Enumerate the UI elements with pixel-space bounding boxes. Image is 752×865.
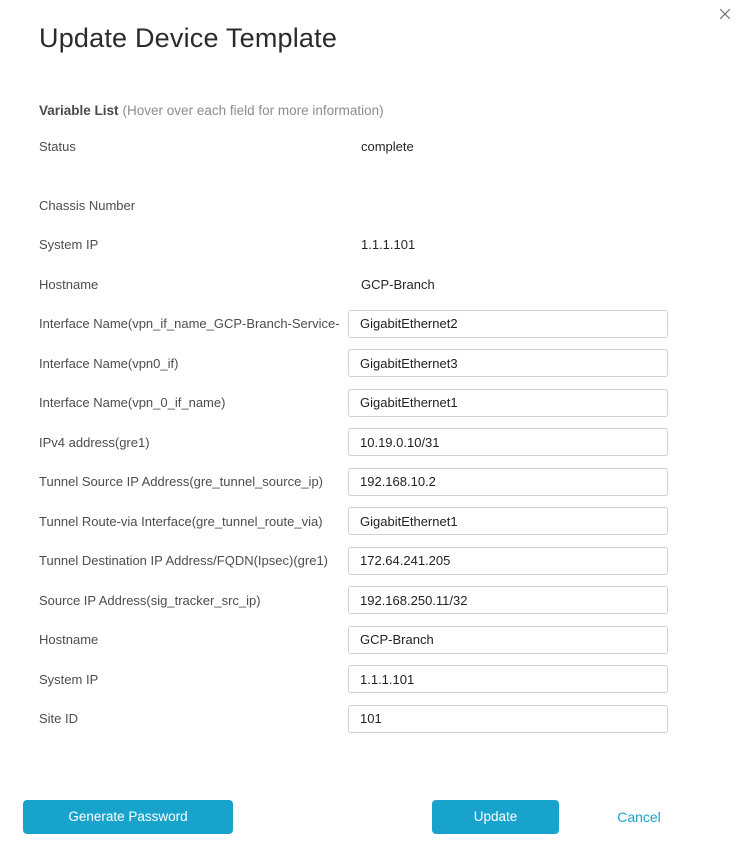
interface-name-vpn-0-if-name-input[interactable] [348, 389, 668, 417]
site-id-input[interactable] [348, 705, 668, 733]
dialog-footer [0, 800, 752, 834]
field-label: Status [39, 139, 76, 155]
field-row-system-ip [0, 660, 752, 700]
hostname-value: GCP-Branch [361, 276, 435, 292]
field-row-status [0, 127, 752, 167]
field-row-interface-name-vpn-0-if-name [0, 383, 752, 423]
variable-list [0, 127, 752, 739]
field-row-chassis-number [0, 186, 752, 226]
field-row-interface-name-service [0, 304, 752, 344]
hostname-input[interactable] [348, 626, 668, 654]
variable-list-heading [39, 103, 752, 119]
field-label: IPv4 address(gre1) [39, 434, 150, 450]
field-row-hostname-static [0, 265, 752, 305]
field-label: Interface Name(vpn_0_if_name) [39, 395, 226, 411]
field-label: Hostname [39, 632, 99, 648]
page-title: Update Device Template [39, 23, 338, 53]
source-ip-tracker-input[interactable] [348, 586, 668, 614]
variable-list-label: Variable List [39, 103, 119, 118]
cancel-button[interactable]: Cancel [604, 800, 674, 834]
field-label: Tunnel Source IP Address(gre_tunnel_source_ip) [39, 474, 324, 490]
field-row-ipv4-address-gre1 [0, 423, 752, 463]
variable-list-hint: (Hover over each field for more information) [122, 103, 384, 118]
system-ip-value: 1.1.1.101 [361, 237, 416, 253]
field-row-tunnel-route-via [0, 502, 752, 542]
field-row-hostname [0, 620, 752, 660]
update-button[interactable]: Update [432, 800, 559, 834]
field-label: Source IP Address(sig_tracker_src_ip) [39, 592, 261, 608]
field-label: Hostname [39, 276, 99, 292]
field-label: System IP [39, 671, 99, 687]
field-row-source-ip-tracker [0, 581, 752, 621]
field-row-site-id [0, 699, 752, 739]
field-label: Interface Name(vpn0_if) [39, 355, 179, 371]
close-icon[interactable] [717, 6, 733, 22]
ipv4-address-gre1-input[interactable] [348, 428, 668, 456]
generate-password-button[interactable]: Generate Password [23, 800, 233, 834]
field-row-tunnel-destination-ip [0, 541, 752, 581]
field-row-interface-name-vpn0-if [0, 344, 752, 384]
row-spacer [0, 167, 752, 186]
interface-name-vpn0-if-input[interactable] [348, 349, 668, 377]
system-ip-input[interactable] [348, 665, 668, 693]
field-label: System IP [39, 237, 99, 253]
interface-name-service-input[interactable] [348, 310, 668, 338]
field-label: Site ID [39, 711, 79, 727]
field-row-system-ip-static [0, 225, 752, 265]
status-value: complete [361, 139, 414, 155]
field-label: Tunnel Route-via Interface(gre_tunnel_route_via) [39, 513, 323, 529]
field-label: Tunnel Destination IP Address/FQDN(Ipsec)(gre1) [39, 553, 329, 569]
tunnel-source-ip-input[interactable] [348, 468, 668, 496]
field-label: Chassis Number [39, 197, 136, 213]
tunnel-route-via-input[interactable] [348, 507, 668, 535]
field-label: Interface Name(vpn_if_name_GCP-Branch-Service- [39, 316, 340, 332]
field-row-tunnel-source-ip [0, 462, 752, 502]
tunnel-destination-ip-input[interactable] [348, 547, 668, 575]
